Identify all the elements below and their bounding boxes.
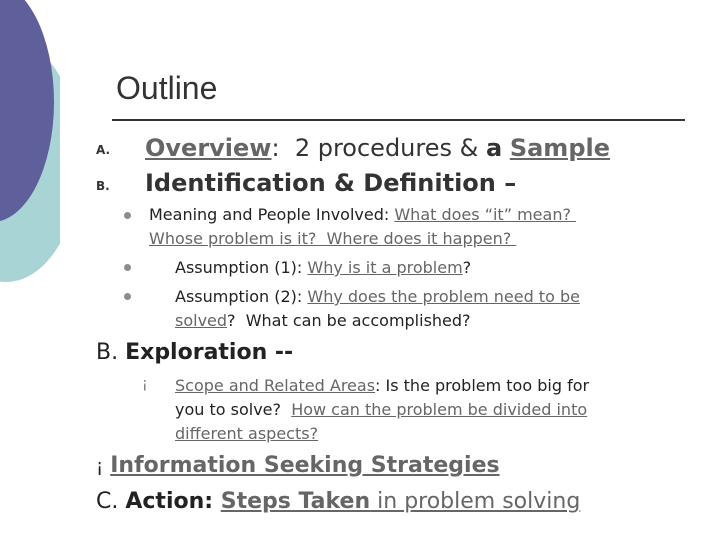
bullet-dot bbox=[124, 293, 131, 300]
assumption-2-label: Assumption (2): bbox=[175, 287, 308, 306]
meaning-label: Meaning and People Involved: bbox=[149, 205, 395, 224]
scope-text-1: : Is the problem too big for bbox=[375, 376, 590, 395]
scope-link[interactable]: Scope and Related Areas bbox=[175, 376, 376, 395]
slide-title: Outline bbox=[116, 70, 218, 106]
scope-link-2[interactable]: How can the problem be divided into bbox=[291, 400, 588, 419]
action-rest-link[interactable]: in problem solving bbox=[370, 489, 581, 514]
exploration-item bbox=[96, 340, 293, 365]
assumption-2-item bbox=[175, 285, 715, 333]
item-a-marker: A. bbox=[96, 143, 111, 157]
meaning-link-1[interactable]: What does “it” mean? bbox=[394, 205, 577, 224]
assumption-1-link[interactable]: Why is it a problem bbox=[307, 258, 463, 277]
item-a-text: : 2 procedures & bbox=[271, 134, 486, 162]
sample-link[interactable]: Sample bbox=[509, 134, 610, 162]
assumption-1-item bbox=[175, 256, 471, 280]
item-a bbox=[145, 134, 610, 162]
info-ring-bullet: ¡ bbox=[96, 456, 104, 477]
meaning-item bbox=[149, 203, 709, 251]
item-a-bold: a bbox=[485, 134, 503, 162]
bullet-dot bbox=[124, 212, 131, 219]
bullet-dot bbox=[124, 264, 131, 271]
decorative-circles bbox=[0, 0, 60, 290]
meaning-link-2[interactable]: Whose problem is it? Where does it happen? bbox=[149, 229, 517, 248]
steps-taken-link[interactable]: Steps Taken bbox=[220, 489, 371, 514]
exploration-text: Exploration -- bbox=[125, 340, 294, 365]
title-divider bbox=[112, 119, 685, 121]
item-b: Identification & Definition – bbox=[145, 169, 517, 197]
overview-link[interactable]: Overview bbox=[145, 134, 272, 162]
scope-text-2: you to solve? bbox=[175, 400, 292, 419]
assumption-2-link-1[interactable]: Why does the problem need to be bbox=[307, 287, 580, 306]
scope-link-3[interactable]: different aspects? bbox=[175, 424, 319, 443]
action-item bbox=[96, 489, 580, 514]
assumption-1-end: ? bbox=[462, 258, 472, 277]
action-bold: Action: bbox=[125, 489, 221, 514]
action-marker: C. bbox=[96, 489, 126, 514]
ring-bullet: ¡ bbox=[142, 376, 148, 392]
assumption-1-label: Assumption (1): bbox=[175, 258, 308, 277]
item-b-marker: B. bbox=[96, 179, 110, 193]
exploration-marker: B. bbox=[96, 340, 126, 365]
item-a-space bbox=[502, 134, 510, 162]
assumption-2-link-2[interactable]: solved bbox=[175, 311, 228, 330]
info-link[interactable]: Information Seeking Strategies bbox=[110, 453, 500, 478]
assumption-2-end: ? What can be accomplished? bbox=[227, 311, 471, 330]
scope-item bbox=[175, 374, 715, 446]
info-item bbox=[96, 453, 500, 478]
